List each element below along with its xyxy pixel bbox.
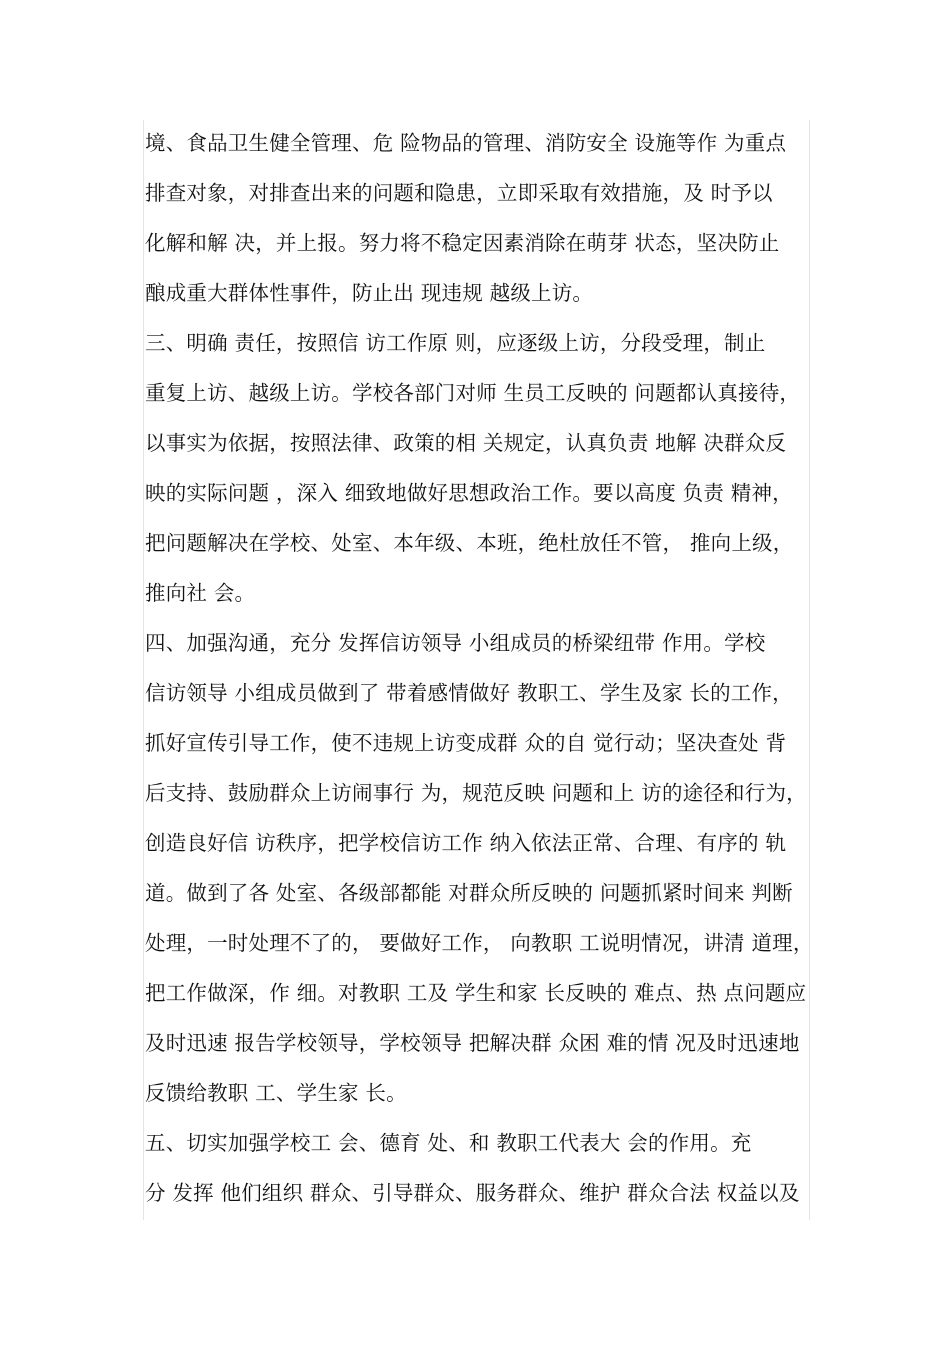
text-line: 处理，一时处理不了的， 要做好工作， 向教职 工说明情况，讲清 道理， [145, 931, 814, 955]
text-line: 抓好宣传引导工作，使不违规上访变成群 众的自 觉行动；坚决查处 背 [145, 731, 787, 755]
text-line: 排查对象，对排查出来的问题和隐患，立即采取有效措施，及 时予以 [145, 181, 773, 205]
text-line: 把问题解决在学校、处室、本年级、本班，绝杜放任不管， 推向上级， [145, 531, 794, 555]
section-4-heading-line: 四、加强沟通，充分 发挥信访领导 小组成员的桥梁纽带 作用。学校 [145, 631, 766, 655]
text-line: 以事实为依据，按照法律、政策的相 关规定，认真负责 地解 决群众反 [145, 431, 787, 455]
text-line: 信访领导 小组成员做到了 带着感情做好 教职工、学生及家 长的工作， [145, 681, 793, 705]
text-line: 分 发挥 他们组织 群众、引导群众、服务群众、维护 群众合法 权益以及 [145, 1181, 800, 1205]
text-line: 推向社 会。 [145, 581, 256, 605]
text-line: 重复上访、越级上访。学校各部门对师 生员工反映的 问题都认真接待， [145, 381, 801, 405]
text-line: 创造良好信 访秩序，把学校信访工作 纳入依法正常、合理、有序的 轨 [145, 831, 787, 855]
section-5-heading-line: 五、切实加强学校工 会、德育 处、和 教职工代表大 会的作用。充 [145, 1131, 752, 1155]
text-line: 后支持、鼓励群众上访闹事行 为，规范反映 问题和上 访的途径和行为， [145, 781, 807, 805]
text-line: 映的实际问题 ，深入 细致地做好思想政治工作。要以高度 负责 精神， [145, 481, 793, 505]
section-3-heading-line: 三、明确 责任，按照信 访工作原 则，应逐级上访，分段受理，制止 [145, 331, 766, 355]
text-line: 酿成重大群体性事件，防止出 现违规 越级上访。 [145, 281, 594, 305]
text-line: 把工作做深，作 细。对教职 工及 学生和家 长反映的 难点、热 点问题应 [145, 981, 807, 1005]
document-body [145, 118, 814, 1218]
text-line: 及时迅速 报告学校领导，学校领导 把解决群 众困 难的情 况及时迅速地 [145, 1031, 800, 1055]
text-line: 化解和解 决，并上报。努力将不稳定因素消除在萌芽 状态，坚决防止 [145, 231, 780, 255]
text-line: 境、食品卫生健全管理、危 险物品的管理、消防安全 设施等作 为重点 [145, 131, 787, 155]
text-line: 反馈给教职 工、学生家 长。 [145, 1081, 407, 1105]
text-line: 道。做到了各 处室、各级部都能 对群众所反映的 问题抓紧时间来 判断 [145, 881, 793, 905]
